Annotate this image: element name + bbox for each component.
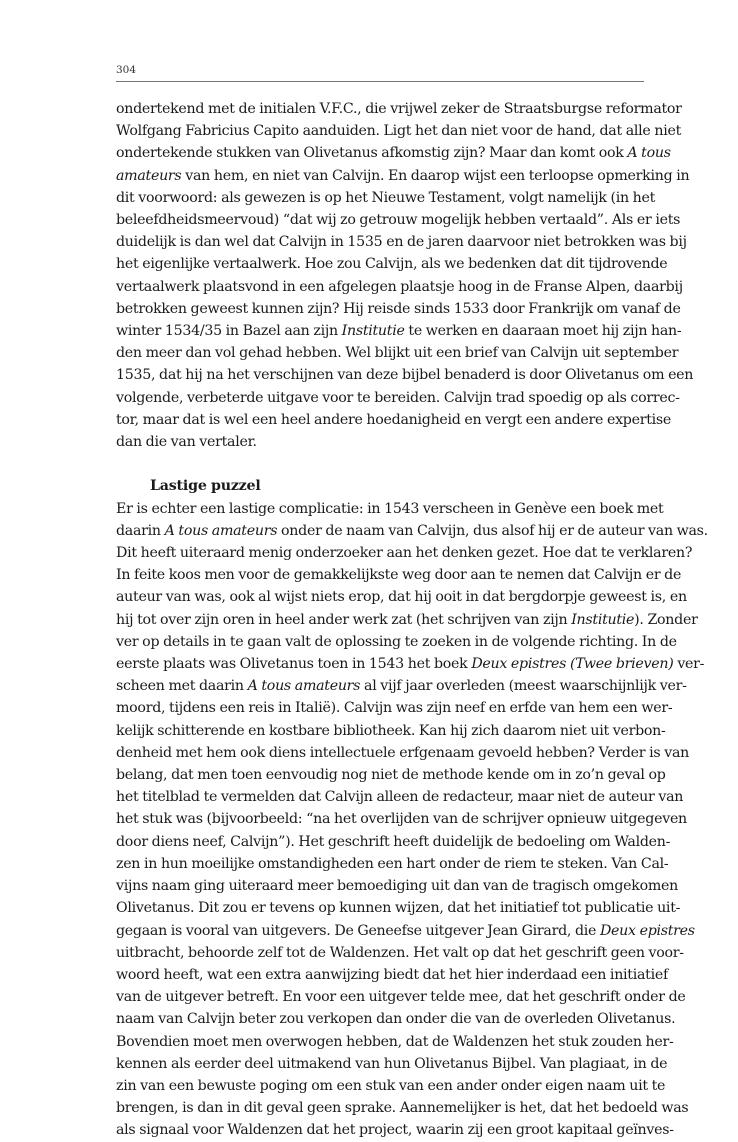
- text-run: belang, dat men toen eenvoudig nog niet de methode kende om in zo’n geval op: [116, 767, 666, 784]
- text-line: [116, 875, 678, 897]
- italic-title: Institutie: [571, 611, 635, 628]
- text-line: [116, 342, 679, 364]
- text-line: [116, 1075, 666, 1097]
- text-run: 1535, dat hij na het verschijnen van deze bijbel benaderd is door Olivetanus om een: [116, 367, 694, 384]
- italic-title: Deux epistres: [599, 922, 695, 939]
- text-run: onder de naam van Calvijn, dus alsof hij er de auteur van was.: [277, 522, 708, 539]
- text-line: [116, 564, 682, 586]
- text-run: betrokken geweest kunnen zijn? Hij reisde sinds 1533 door Frankrijk om vanaf de: [116, 300, 681, 317]
- paragraph-1: [116, 98, 694, 453]
- text-run: ver-: [673, 656, 705, 673]
- text-run: dan die van vertaler.: [116, 434, 257, 451]
- text-line: [116, 631, 677, 653]
- text-run: het eigenlijke vertaalwerk. Hoe zou Calvijn, als we bedenken dat dit tijdrovende: [116, 256, 668, 273]
- text-run: zen in hun moeilijke omstandigheden een hart onder de riem te steken. Van Cal-: [116, 855, 669, 872]
- italic-title: A tous: [627, 145, 671, 162]
- text-line: [116, 120, 681, 142]
- text-run: al vijf jaar overleden (meest waarschijnlijk ver-: [360, 678, 687, 695]
- text-line: [116, 1097, 689, 1119]
- text-run: van hem, en niet van Calvijn. En daarop wijst een terloopse opmerking in: [181, 167, 690, 184]
- italic-title: A tous amateurs: [164, 522, 278, 539]
- text-line: [116, 320, 682, 342]
- text-line: [116, 253, 668, 275]
- text-line: [116, 1008, 676, 1030]
- text-run: tor, maar dat is wel een heel andere hoedanigheid en vergt een andere expertise: [116, 411, 672, 428]
- text-line: [116, 675, 687, 697]
- text-run: hij tot over zijn oren in heel ander werk zat (het schrijven van zijn: [116, 611, 572, 628]
- text-run: denheid met hem ook diens intellectuele erfgenaam gevoeld hebben? Verder is van: [116, 744, 689, 761]
- text-line: [116, 187, 656, 209]
- section-heading: Lastige puzzel: [150, 478, 261, 495]
- text-run: daarin: [116, 522, 165, 539]
- text-run: vijns naam ging uiteraard meer bemoediging uit dan van de tragisch omgekomen: [116, 878, 678, 895]
- text-line: [116, 942, 684, 964]
- text-line: [116, 697, 673, 719]
- text-run: duidelijk is dan wel dat Calvijn in 1535 en de jaren daarvoor niet betrokken was bij: [116, 234, 687, 251]
- text-run: kelijk schitterende en kostbare bibliotheek. Kan hij zich daarom niet uit verbon-: [116, 722, 666, 739]
- text-line: [116, 498, 664, 520]
- text-line: [116, 231, 687, 253]
- text-run: volgende, verbeterde uitgave voor te bereiden. Calvijn trad spoedig op als correc-: [116, 389, 680, 406]
- text-run: gegaan is vooral van uitgevers. De Geneefse uitgever Jean Girard, die: [116, 922, 600, 939]
- text-run: kennen als eerder deel uitmakend van hun Olivetanus Bijbel. Van plagiaat, in de: [116, 1055, 668, 1072]
- text-run: Wolfgang Fabricius Capito aanduiden. Ligt het dan niet voor de hand, dat alle niet: [116, 123, 681, 140]
- text-line: [116, 298, 681, 320]
- italic-title: Institutie: [341, 323, 405, 340]
- text-run: winter 1534/35 in Bazel aan zijn: [116, 323, 342, 340]
- header-rule: [116, 81, 644, 82]
- text-line: [116, 209, 681, 231]
- text-line: [116, 276, 683, 298]
- text-run: woord heeft, wat een extra aanwijzing biedt dat het hier inderdaad een initiatief: [116, 966, 668, 983]
- text-run: ondertekende stukken van Olivetanus afkomstig zijn? Maar dan komt ook: [116, 145, 628, 162]
- text-line: [116, 609, 698, 631]
- body-text: [116, 98, 708, 1142]
- text-run: brengen, is dan in dit geval geen sprake. Aannemelijker is het, dat het bedoeld was: [116, 1100, 689, 1117]
- text-line: [116, 897, 681, 919]
- text-run: den meer dan vol gehad hebben. Wel blijkt uit een brief van Calvijn uit september: [116, 345, 679, 362]
- text-line: [116, 764, 666, 786]
- text-line: [116, 520, 708, 542]
- text-run: In feite koos men voor de gemakkelijkste weg door aan te nemen dat Calvijn er de: [116, 567, 682, 584]
- text-line: [116, 786, 684, 808]
- text-line: [116, 964, 668, 986]
- text-run: uitbracht, behoorde zelf tot de Waldenzen. Het valt op dat het geschrift geen voor-: [116, 944, 684, 961]
- text-line: [116, 98, 682, 120]
- text-run: als signaal voor Waldenzen dat het project, waarin zij een groot kapitaal geïnves-: [116, 1122, 674, 1139]
- text-line: [116, 1053, 668, 1075]
- text-run: van de uitgever betreft. En voor een uitgever telde mee, dat het geschrift onder de: [116, 989, 686, 1006]
- text-run: moord, tijdens een reis in Italië). Calvijn was zijn neef en erfde van hem een wer-: [116, 700, 673, 717]
- text-run: ondertekend met de initialen V.F.C., die vrijwel zeker de Straatsburgse reformator: [116, 101, 682, 117]
- text-run: Olivetanus. Dit zou er tevens op kunnen wijzen, dat het initiatief tot publicatie uit-: [116, 900, 681, 917]
- text-line: [116, 586, 687, 608]
- text-run: door diens neef, Calvijn”). Het geschrift heeft duidelijk de bedoeling om Walden-: [116, 833, 671, 850]
- paragraph-2: [116, 498, 708, 1142]
- text-run: zin van een bewuste poging om een stuk van een ander onder eigen naam uit te: [116, 1077, 666, 1094]
- text-line: [116, 165, 690, 187]
- text-run: het titelblad te vermelden dat Calvijn alleen de redacteur, maar niet de auteur van: [116, 789, 684, 806]
- text-run: ver op details in te gaan valt de oplossing te zoeken in de volgende richting. In de: [116, 633, 677, 650]
- text-run: Bovendien moet men overwogen hebben, dat de Waldenzen het stuk zouden her-: [116, 1033, 674, 1050]
- text-line: [116, 808, 687, 830]
- text-line: [116, 653, 705, 675]
- text-line: [116, 387, 680, 409]
- italic-title: A tous amateurs: [247, 678, 361, 695]
- text-line: [116, 364, 694, 386]
- text-line: [116, 1031, 674, 1053]
- text-run: vertaalwerk plaatsvond in een afgelegen plaatsje hoog in de Franse Alpen, daarbij: [116, 278, 683, 295]
- text-line: [116, 742, 689, 764]
- text-line: [116, 831, 671, 853]
- text-run: te werken en daaraan moet hij zijn han-: [404, 323, 682, 340]
- page-number: 304: [116, 64, 137, 76]
- text-run: beleefdheidsmeervoud) “dat wij zo getrouw mogelijk hebben vertaald”. Als er iets: [116, 212, 681, 229]
- text-run: dit voorwoord: als gewezen is op het Nieuwe Testament, volgt namelijk (in het: [116, 189, 656, 206]
- text-line: [116, 720, 666, 742]
- text-run: naam van Calvijn beter zou verkopen dan onder die van de overleden Olivetanus.: [116, 1011, 676, 1028]
- text-line: [116, 986, 686, 1008]
- italic-title: Deux epistres (Twee brieven): [471, 656, 674, 673]
- text-line: [116, 409, 672, 431]
- text-run: eerste plaats was Olivetanus toen in 1543 het boek: [116, 656, 472, 673]
- paragraph-gap: [116, 453, 644, 475]
- italic-title: amateurs: [116, 167, 182, 184]
- text-run: Er is echter een lastige complicatie: in 1543 verscheen in Genève een boek met: [116, 500, 664, 517]
- text-line: [116, 1119, 674, 1141]
- text-run: het stuk was (bijvoorbeeld: “na het overlijden van de schrijver opnieuw uitgegeven: [116, 811, 687, 828]
- text-line: [116, 542, 693, 564]
- text-run: auteur van was, ook al wijst niets erop, dat hij ooit in dat bergdorpje geweest is, en: [116, 589, 687, 606]
- text-line: [116, 142, 671, 164]
- text-run: ). Zonder: [634, 611, 698, 628]
- text-run: scheen met daarin: [116, 678, 248, 695]
- text-line: [116, 853, 669, 875]
- text-line: [116, 920, 695, 942]
- text-run: Dit heeft uiteraard menig onderzoeker aan het denken gezet. Hoe dat te verklaren?: [116, 545, 693, 562]
- text-line: [116, 431, 644, 453]
